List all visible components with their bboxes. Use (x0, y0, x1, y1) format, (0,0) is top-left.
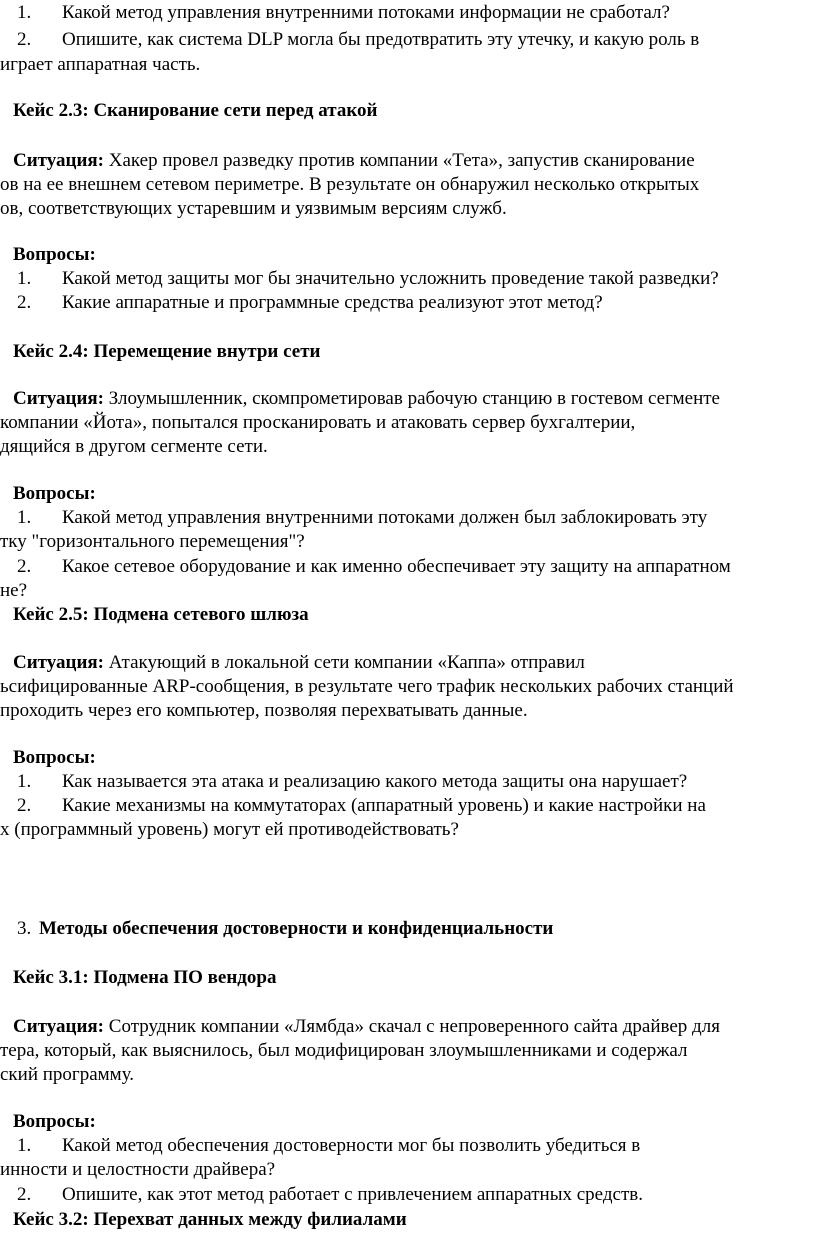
list-number: 1. (17, 507, 32, 528)
situation-text: тера, который, как выяснилось, был модифицирован злоумышленниками и содержал (0, 1040, 688, 1061)
list-number: 1. (17, 1135, 32, 1156)
case-title: Кейс 3.2: Перехват данных между филиалами (13, 1209, 407, 1230)
list-number: 1. (17, 2, 32, 23)
list-number: 2. (17, 29, 32, 50)
case-title: Кейс 2.4: Перемещение внутри сети (13, 341, 321, 362)
questions-label: Вопросы: (13, 1111, 96, 1132)
situation-line (13, 1016, 720, 1038)
list-number: 2. (17, 1184, 32, 1205)
situation-text: ов, соответствующих устаревшим и уязвимым версиям служб. (0, 198, 507, 219)
situation-label: Ситуация: (13, 1016, 105, 1037)
situation-line (13, 652, 585, 674)
question-text: х (программный уровень) могут ей противодействовать? (0, 819, 459, 840)
situation-line (13, 150, 695, 172)
list-number: 2. (17, 556, 32, 577)
question-text: Какой метод защиты мог бы значительно усложнить проведение такой разведки? (62, 268, 719, 289)
question-text: играет аппаратная часть. (0, 54, 201, 75)
question-text: Какой метод управления внутренними потоками должен был заблокировать эту (62, 507, 708, 528)
situation-text: Сотрудник компании «Лямбда» скачал с непроверенного сайта драйвер для (104, 1016, 720, 1037)
list-number: 2. (17, 292, 32, 313)
section-title: Методы обеспечения достоверности и конфиденциальности (39, 918, 554, 939)
situation-label: Ситуация: (13, 150, 105, 171)
situation-text: компании «Йота», попытался просканировать и атаковать сервер бухгалтерии, (0, 412, 636, 433)
situation-text: Злоумышленник, скомпрометировав рабочую станцию в гостевом сегменте (104, 388, 720, 409)
situation-text: дящийся в другом сегменте сети. (0, 436, 268, 457)
question-text: Опишите, как этот метод работает с привлечением аппаратных средств. (62, 1184, 643, 1205)
situation-label: Ситуация: (13, 388, 105, 409)
list-number: 1. (17, 771, 32, 792)
situation-text: проходить через его компьютер, позволяя перехватывать данные. (0, 700, 528, 721)
question-text: Опишите, как система DLP могла бы предотвратить эту утечку, и какую роль в (62, 29, 700, 50)
list-number: 2. (17, 795, 32, 816)
questions-label: Вопросы: (13, 747, 96, 768)
situation-text: Хакер провел разведку против компании «Тета», запустив сканирование (104, 150, 695, 171)
section-number: 3. (17, 918, 32, 939)
situation-text: ов на ее внешнем сетевом периметре. В результате он обнаружил несколько открытых (0, 174, 700, 195)
question-text: не? (0, 580, 28, 601)
question-text: Какие механизмы на коммутаторах (аппаратный уровень) и какие настройки на (62, 795, 706, 816)
situation-text: ьсифицированные ARP-сообщения, в результате чего трафик нескольких рабочих станций (0, 676, 734, 697)
question-text: тку "горизонтального перемещения"? (0, 531, 305, 552)
case-title: Кейс 2.5: Подмена сетевого шлюза (13, 604, 309, 625)
questions-label: Вопросы: (13, 483, 96, 504)
situation-text: Атакующий в локальной сети компании «Каппа» отправил (104, 652, 585, 673)
case-title: Кейс 3.1: Подмена ПО вендора (13, 967, 277, 988)
question-text: инности и целостности драйвера? (0, 1159, 276, 1180)
list-number: 1. (17, 268, 32, 289)
situation-line (13, 388, 720, 410)
case-title: Кейс 2.3: Сканирование сети перед атакой (13, 100, 378, 121)
question-text: Какое сетевое оборудование и как именно обеспечивает эту защиту на аппаратном (62, 556, 731, 577)
question-text: Какие аппаратные и программные средства реализуют этот метод? (62, 292, 603, 313)
question-text: Какой метод управления внутренними потоками информации не сработал? (62, 2, 670, 23)
situation-text: ский программу. (0, 1064, 135, 1085)
situation-label: Ситуация: (13, 652, 105, 673)
question-text: Какой метод обеспечения достоверности мог бы позволить убедиться в (62, 1135, 641, 1156)
question-text: Как называется эта атака и реализацию какого метода защиты она нарушает? (62, 771, 688, 792)
questions-label: Вопросы: (13, 244, 96, 265)
